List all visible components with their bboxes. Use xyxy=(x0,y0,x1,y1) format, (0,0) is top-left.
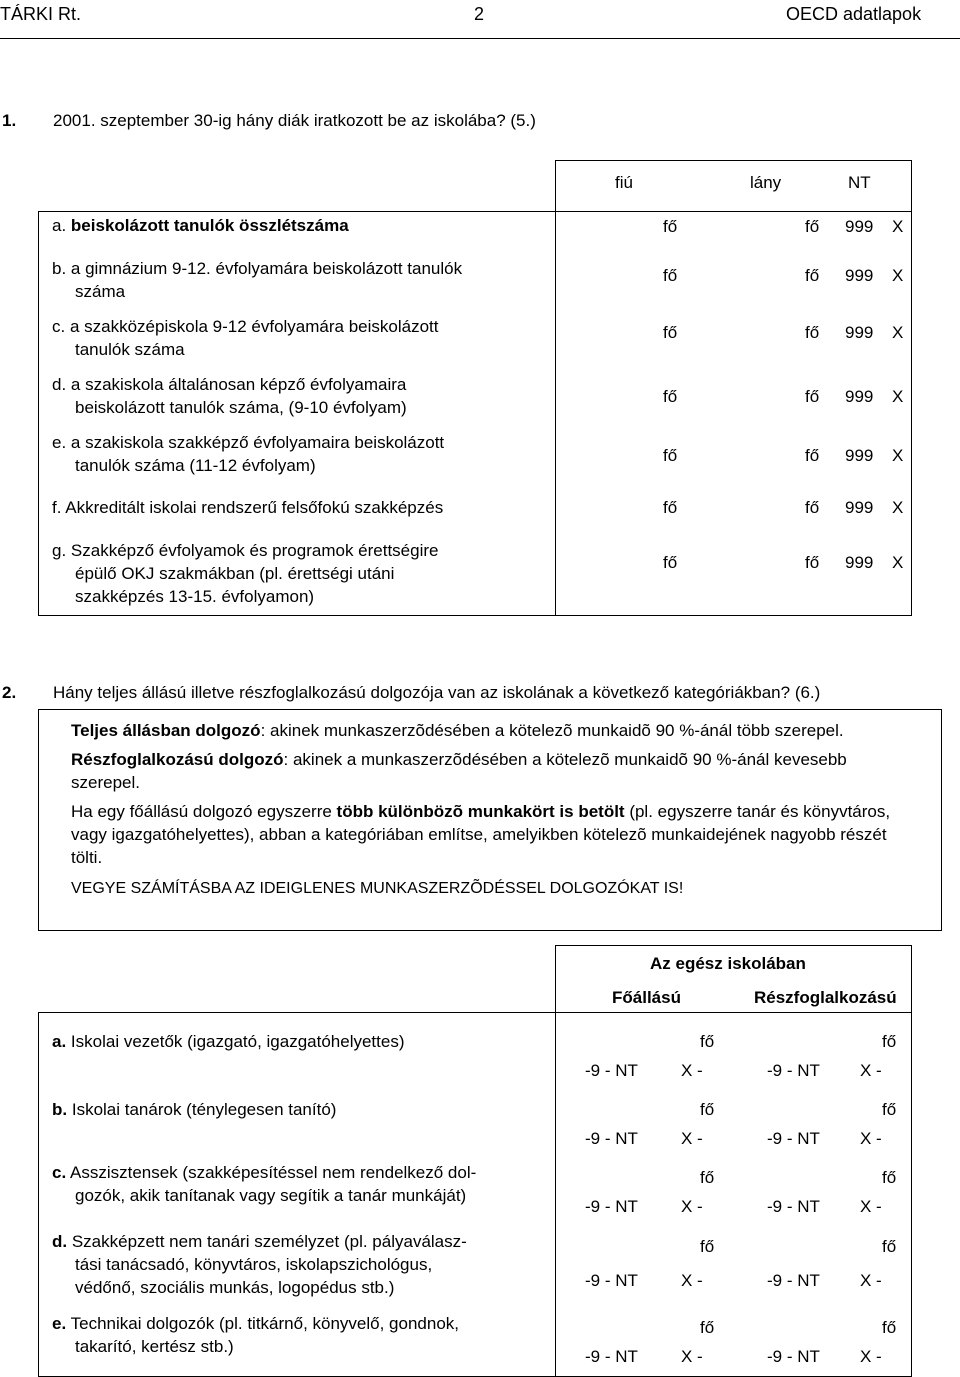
code-part-time[interactable]: -9 - NT xyxy=(767,1197,820,1216)
q2-row-d-label: d. Szakképzett nem tanári személyzet (pl. pályaválasz- tási tanácsadó, könyvtáros, iskolapszichológus, védőnő, szociális munkás, logopédus stb.) xyxy=(52,1232,467,1297)
header-left: TÁRKI Rt. xyxy=(0,4,82,24)
code-part-time[interactable]: -9 - NT xyxy=(767,1129,820,1148)
col-girls: lány xyxy=(750,173,782,192)
x-mark-part-time[interactable]: X - xyxy=(860,1197,882,1216)
unit-part-time: fő xyxy=(882,1237,897,1256)
unit-girls: fő xyxy=(805,323,820,342)
x-mark[interactable]: X xyxy=(892,387,904,406)
def-part-time: Részfoglalkozású dolgozó: akinek a munkaszerzõdésében a kötelezõ munkaidõ 90 %-ánál kevesebb szerepel. xyxy=(71,750,847,792)
q2-text: Hány teljes állású illetve részfoglalkozású dolgozója van az iskolának a következő kategóriákban? (6.) xyxy=(53,683,821,702)
na-code[interactable]: 999 xyxy=(845,498,874,517)
code-part-time[interactable]: -9 - NT xyxy=(767,1271,820,1290)
unit-girls: fő xyxy=(805,446,820,465)
na-code[interactable]: 999 xyxy=(845,553,874,572)
code-full-time[interactable]: -9 - NT xyxy=(585,1129,638,1148)
q2-row-b-label: b. Iskolai tanárok (ténylegesen tanító) xyxy=(52,1100,337,1119)
code-full-time[interactable]: -9 - NT xyxy=(585,1061,638,1080)
x-mark[interactable]: X xyxy=(892,323,904,342)
na-code[interactable]: 999 xyxy=(845,387,874,406)
q1-row-d-label: d. a szakiskola általánosan képző évfolyamaira beiskolázott tanulók száma, (9-10 évfolyam) xyxy=(52,375,407,417)
q2-row-e-label: e. Technikai dolgozók (pl. titkárnő, könyvelő, gondnok, takarító, kertész stb.) xyxy=(52,1314,460,1356)
unit-boys: fő xyxy=(663,266,678,285)
col-na: NT xyxy=(848,173,871,192)
q1-row-g-label: g. Szakképző évfolyamok és programok érettségire épülő OKJ szakmákban (pl. érettségi utáni szakképzés 13-15. évfolyamon) xyxy=(52,541,439,606)
q1-row-c-label: c. a szakközépiskola 9-12 évfolyamára beiskolázott tanulók száma xyxy=(52,317,439,359)
na-code[interactable]: 999 xyxy=(845,217,874,236)
col-part-time: Részfoglalkozású xyxy=(754,988,897,1007)
unit-full-time: fő xyxy=(700,1100,715,1119)
unit-full-time: fő xyxy=(700,1032,715,1051)
code-full-time[interactable]: -9 - NT xyxy=(585,1197,638,1216)
unit-girls: fő xyxy=(805,217,820,236)
unit-boys: fő xyxy=(663,446,678,465)
q2-row-c-label: c. Asszisztensek (szakképesítéssel nem rendelkező dol- gozók, akik tanítanak vagy segítik a tanár munkáját) xyxy=(52,1163,477,1205)
code-part-time[interactable]: -9 - NT xyxy=(767,1061,820,1080)
unit-full-time: fő xyxy=(700,1168,715,1187)
x-mark-full-time[interactable]: X - xyxy=(681,1061,703,1080)
col-boys: fiú xyxy=(615,173,633,192)
unit-girls: fő xyxy=(805,553,820,572)
unit-girls: fő xyxy=(805,387,820,406)
code-full-time[interactable]: -9 - NT xyxy=(585,1347,638,1366)
q2-number: 2. xyxy=(2,683,17,702)
col-full-time: Főállású xyxy=(612,988,681,1007)
x-mark-part-time[interactable]: X - xyxy=(860,1271,882,1290)
x-mark-full-time[interactable]: X - xyxy=(681,1347,703,1366)
unit-boys: fő xyxy=(663,498,678,517)
x-mark[interactable]: X xyxy=(892,217,904,236)
x-mark[interactable]: X xyxy=(892,446,904,465)
code-part-time[interactable]: -9 - NT xyxy=(767,1347,820,1366)
unit-part-time: fő xyxy=(882,1168,897,1187)
q1-row-b-label: b. a gimnázium 9-12. évfolyamára beiskolázott tanulók száma xyxy=(52,259,463,301)
unit-girls: fő xyxy=(805,498,820,517)
unit-boys: fő xyxy=(663,323,678,342)
x-mark[interactable]: X xyxy=(892,498,904,517)
def-full-time: Teljes állásban dolgozó: akinek munkaszerzõdésében a kötelezõ munkaidõ 90 %-ánál több szerepel. xyxy=(71,721,844,740)
na-code[interactable]: 999 xyxy=(845,266,874,285)
x-mark[interactable]: X xyxy=(892,553,904,572)
unit-part-time: fő xyxy=(882,1032,897,1051)
x-mark[interactable]: X xyxy=(892,266,904,285)
unit-part-time: fő xyxy=(882,1318,897,1337)
table-title: Az egész iskolában xyxy=(650,954,806,973)
def-temporary-note: VEGYE SZÁMÍTÁSBA AZ IDEIGLENES MUNKASZERZÕDÉSSEL DOLGOZÓKAT IS! xyxy=(71,880,684,897)
unit-boys: fő xyxy=(663,387,678,406)
unit-boys: fő xyxy=(663,217,678,236)
unit-full-time: fő xyxy=(700,1237,715,1256)
def-multiple-roles: Ha egy főállású dolgozó egyszerre több különbözõ munkakört is betölt (pl. egyszerre tanár és könyvtáros, vagy igazgatóhelyettes), abban a kategóriában említse, amelyikben kötelezõ munkaidejének nagyobb részét tölti. xyxy=(71,802,891,867)
header-rule xyxy=(0,38,960,39)
x-mark-full-time[interactable]: X - xyxy=(681,1129,703,1148)
x-mark-part-time[interactable]: X - xyxy=(860,1129,882,1148)
q1-text: 2001. szeptember 30-ig hány diák iratkozott be az iskolába? (5.) xyxy=(53,111,536,130)
q1-number: 1. xyxy=(2,111,17,130)
code-full-time[interactable]: -9 - NT xyxy=(585,1271,638,1290)
x-mark-part-time[interactable]: X - xyxy=(860,1347,882,1366)
header-right: OECD adatlapok xyxy=(786,4,922,24)
q1-row-a-label: a. beiskolázott tanulók összlétszáma xyxy=(52,216,349,235)
x-mark-full-time[interactable]: X - xyxy=(681,1271,703,1290)
unit-full-time: fő xyxy=(700,1318,715,1337)
unit-boys: fő xyxy=(663,553,678,572)
q1-row-e-label: e. a szakiskola szakképző évfolyamaira beiskolázott tanulók száma (11-12 évfolyam) xyxy=(52,433,445,475)
x-mark-full-time[interactable]: X - xyxy=(681,1197,703,1216)
unit-girls: fő xyxy=(805,266,820,285)
unit-part-time: fő xyxy=(882,1100,897,1119)
na-code[interactable]: 999 xyxy=(845,323,874,342)
na-code[interactable]: 999 xyxy=(845,446,874,465)
page-number: 2 xyxy=(474,4,485,24)
q1-row-f-label: f. Akkreditált iskolai rendszerű felsőfokú szakképzés xyxy=(52,498,444,517)
x-mark-part-time[interactable]: X - xyxy=(860,1061,882,1080)
q2-row-a-label: a. Iskolai vezetők (igazgató, igazgatóhelyettes) xyxy=(52,1032,405,1051)
definitions-box xyxy=(38,709,942,931)
